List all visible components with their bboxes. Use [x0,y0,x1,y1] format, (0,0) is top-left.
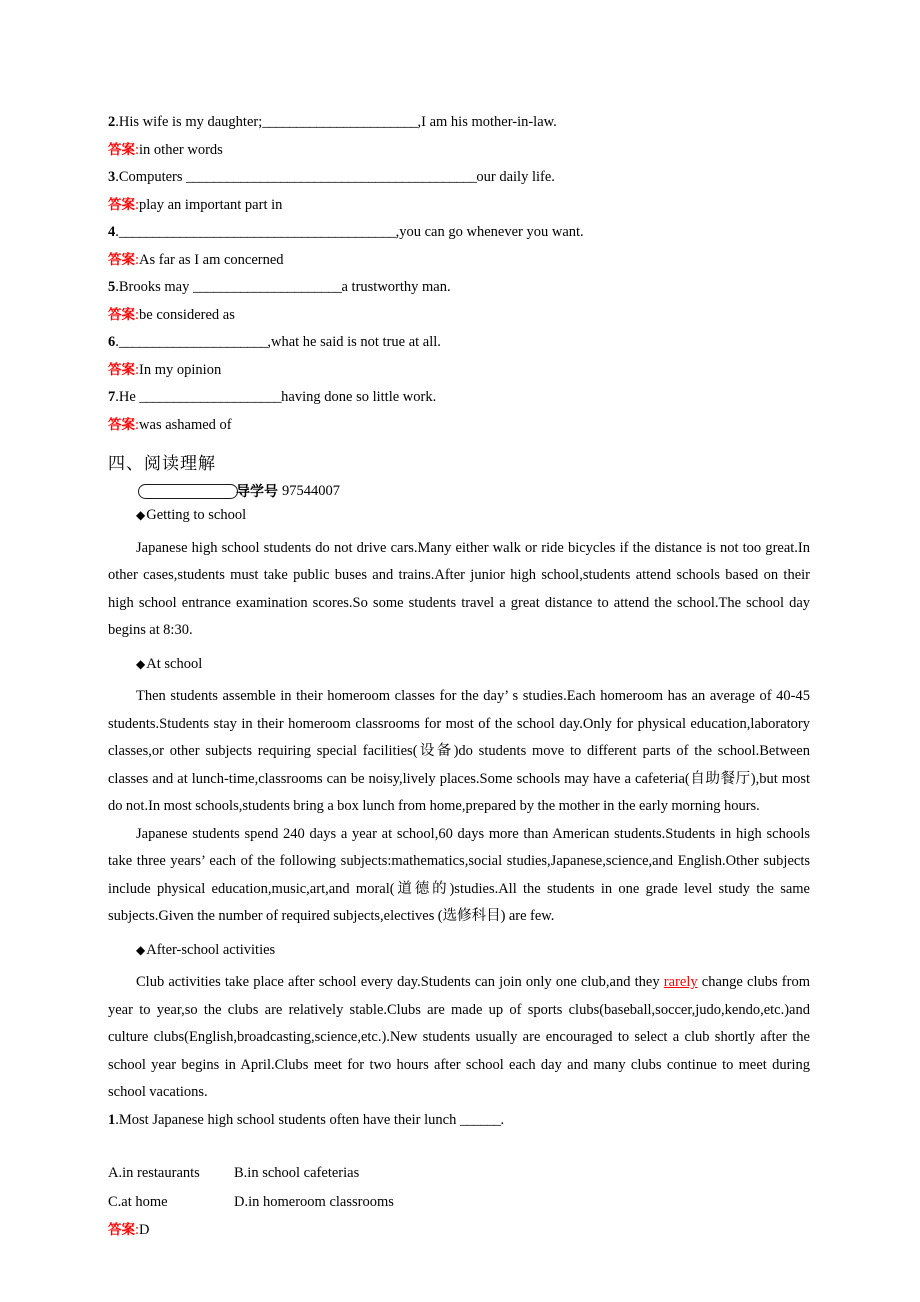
question-text-before: . [115,224,119,240]
question-text-before: .Brooks may [115,279,193,295]
question-item [108,335,810,350]
answer-colon: : [135,416,140,433]
answer-label: 答案 [108,361,135,378]
answer-value: was ashamed of [139,416,232,433]
answer-label: 答案 [108,1222,135,1239]
answer-colon: : [135,196,140,213]
answer-colon: : [135,1222,140,1239]
fill-in-blank-section [108,115,810,432]
question-text-after: ,I am his mother-in-law. [417,114,557,130]
question-text-after: having done so little work. [281,389,437,405]
daoxuehao-label: 导学号 [236,484,278,501]
answer-label: 答案 [108,251,135,268]
answer-row [108,143,810,158]
subsection-label: Getting to school [146,507,247,524]
option-c[interactable]: C.at home [108,1193,168,1210]
reading-question-blank: ______ [459,1111,501,1128]
question-item [108,115,810,130]
answer-value: D [139,1222,150,1239]
subsection-label: At school [146,655,203,672]
reading-question-number: 1 [108,1111,116,1128]
rounded-rect-badge-icon [138,484,238,499]
answer-colon: : [135,141,140,158]
question-text-after: ,you can go whenever you want. [395,224,584,240]
question-number: 4 [108,224,116,240]
highlighted-word: rarely [663,974,698,991]
question-text-after: ,what he said is not true at all. [267,334,441,350]
reading-answer-row [108,1223,810,1238]
answer-value: As far as I am concerned [139,251,284,268]
answer-value: play an important part in [139,196,283,213]
answer-value: In my opinion [139,361,222,378]
reading-question-text-before: .Most Japanese high school students often have their lunch [115,1111,460,1128]
option-row [108,1166,810,1181]
reading-question-text-after: . [500,1111,505,1128]
answer-label: 答案 [108,141,135,158]
answer-blank: _____________________ [139,389,282,405]
diamond-bullet-icon: ◆ [136,942,146,957]
answer-value: in other words [139,141,223,158]
answer-colon: : [135,306,140,323]
passage-paragraph-3: Japanese students spend 240 days a year at school,60 days more than American students.Students in high schools take three years’ each of the following subjects:mathematics,social studies,Japanese,science,and English.Other subjects include physical education,music,art,and moral(道德的)studies.All the students in one grade level study the same subjects.Given the number of required subjects,electives (选修科目) are few. [108,825,810,925]
option-row [108,1195,810,1210]
passage-paragraph-1: Japanese high school students do not drive cars.Many either walk or ride bicycles if the distance is not too great.In other cases,students must take public buses and trains.After junior high school,students attend schools based on their high school entrance examination scores.So some students travel a great distance to attend the school.The school day begins at 8:30. [108,539,810,639]
answer-value: be considered as [139,306,235,323]
answer-blank: ______________________ [118,334,268,350]
question-item [108,170,810,185]
answer-colon: : [135,361,140,378]
passage-paragraph-2: Then students assemble in their homeroom classes for the day’ s studies.Each homeroom has an average of 40-45 students.Students stay in their homeroom classrooms for most of the school day.Only for physical education,laboratory classes,or other subjects requiring special facilities(设备)do students move to different parts of the school.Between classes and at lunch-time,classrooms can be noisy,lively places.Some schools may have a cafeteria(自助餐厅),but most do not.In most schools,students bring a box lunch from home,prepared by the mother in the early morning hours. [108,688,810,815]
diamond-bullet-icon: ◆ [136,656,146,671]
option-a[interactable]: A.in restaurants [108,1165,200,1182]
subsection-heading-at-school [108,657,810,672]
answer-blank: _______________________ [262,114,418,130]
answer-row [108,198,810,213]
subsection-heading-getting-to-school [108,508,810,523]
answer-label: 答案 [108,416,135,433]
question-number: 2 [108,114,116,130]
passage-text-before-highlight: Club activities take place after school every day.Students can join only one club,and they [136,974,664,991]
answer-colon: : [135,251,140,268]
option-list [108,1166,810,1209]
answer-label: 答案 [108,196,135,213]
diamond-bullet-icon: ◆ [136,508,146,523]
answer-row [108,363,810,378]
section-heading: 四、阅读理解 [108,454,216,474]
question-text-before: .He [115,389,140,405]
passage-paragraph-4 [108,969,810,1107]
daoxuehao-row [108,480,810,502]
option-b[interactable]: B.in school cafeterias [234,1165,360,1182]
answer-blank: ___________________________________________ [186,169,477,185]
question-text-before: .Computers [115,169,187,185]
answer-row [108,418,810,433]
question-number: 3 [108,169,116,185]
question-text-after: a trustworthy man. [341,279,451,295]
question-item [108,390,810,405]
question-item [108,225,810,240]
answer-blank: _________________________________________ [118,224,396,240]
question-text-before: .His wife is my daughter; [115,114,263,130]
subsection-heading-after-school [108,943,810,958]
answer-row [108,308,810,323]
reading-question-stem [108,1107,810,1135]
passage-text-after-highlight: change clubs from year to year,so the clubs are relatively stable.Clubs are made up of sports clubs(baseball,soccer,judo,kendo,etc.)and culture clubs(English,broadcasting,science,etc.).New students usually are encouraged to select a club shortly after the school year begins in April.Clubs meet for two hours after school each day and many clubs continue to meet during school vacations. [108,974,810,1101]
daoxuehao-number: 97544007 [282,482,340,499]
question-text-before: . [115,334,119,350]
option-d[interactable]: D.in homeroom classrooms [234,1193,394,1210]
answer-label: 答案 [108,306,135,323]
question-number: 5 [108,279,116,295]
question-text-after: our daily life. [476,169,555,185]
answer-row [108,253,810,268]
question-number: 6 [108,334,116,350]
answer-blank: ______________________ [192,279,342,295]
question-number: 7 [108,389,116,405]
subsection-label: After-school activities [146,941,276,958]
question-item [108,280,810,295]
